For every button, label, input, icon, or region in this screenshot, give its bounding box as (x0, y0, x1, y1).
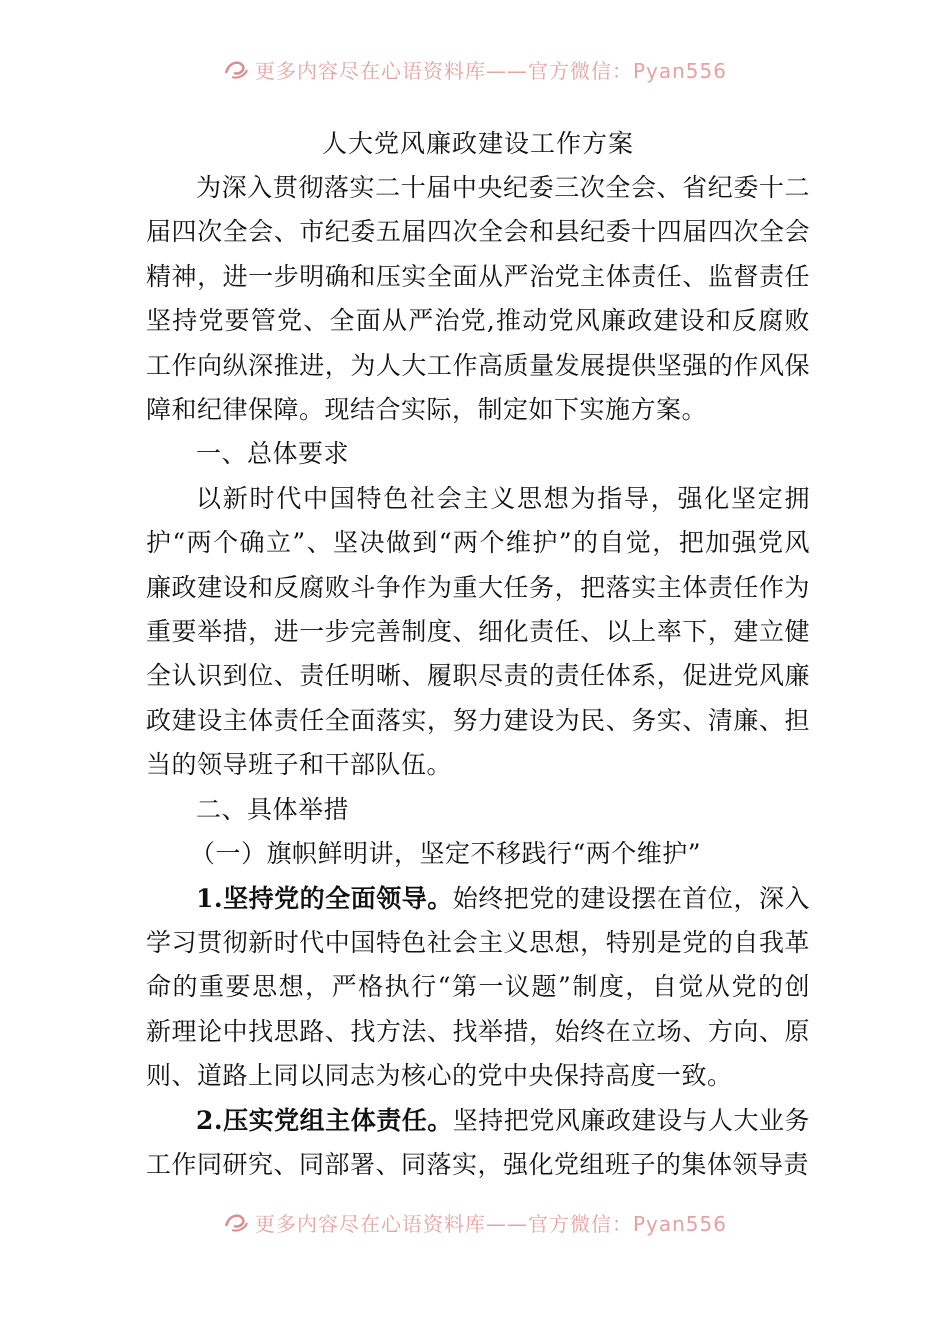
subsection-1-heading: （一）旗帜鲜明讲，坚定不移践行“两个维护” (190, 839, 702, 869)
item-2-text: 坚持把党风廉政建设与人大业务工作同研究、同部署、同落实，强化党组班子的集体领导责 (146, 1105, 810, 1179)
section-2-heading: 二、具体举措 (196, 794, 350, 824)
section-1-paragraph: 以新时代中国特色社会主义思想为指导，强化坚定拥护“两个确立”、坚决做到“两个维护”的自觉，把加强党风廉政建设和反腐败斗争作为重大任务，把落实主体责任作为重要举措，进一步完善制度、细化责任、以上率下，建立健全认识到位、责任明晰、履职尽责的责任体系，促进党风廉政建设主体责任全面落实，努力建设为民、务实、清廉、担当的领导班子和干部队伍。 (146, 483, 810, 780)
logo-icon (223, 58, 249, 80)
watermark-top (0, 54, 950, 84)
intro-paragraph: 为深入贯彻落实二十届中央纪委三次全会、省纪委十二届四次全会、市纪委五届四次全会和县纪委十四届四次全会精神，进一步明确和压实全面从严治党主体责任、监督责任坚持党要管党、全面从严治党,推动党风廉政建设和反腐败工作向纵深推进，为人大工作高质量发展提供坚强的作风保障和纪律保障。现结合实际，制定如下实施方案。 (146, 173, 810, 425)
item-1-text: 始终把党的建设摆在首位，深入学习贯彻新时代中国特色社会主义思想，特别是党的自我革命的重要思想，严格执行“第一议题”制度，自觉从党的创新理论中找思路、找方法、找举措，始终在立场、方向、原则、道路上同以同志为核心的党中央保持高度一致。 (146, 883, 810, 1091)
item-1-paragraph (146, 877, 810, 1099)
watermark-text: 更多内容尽在心语资料库——官方微信：Pyan556 (254, 58, 727, 83)
item-2-paragraph (146, 1099, 810, 1188)
watermark-text: 更多内容尽在心语资料库——官方微信：Pyan556 (254, 1211, 727, 1236)
section-1-heading: 一、总体要求 (196, 439, 350, 469)
watermark-bottom (0, 1207, 950, 1237)
document-title: 人大党风廉政建设工作方案 (321, 129, 634, 158)
logo-icon (223, 1211, 249, 1233)
item-2-lead: 2.压实党组主体责任。 (196, 1105, 453, 1135)
document-body (146, 122, 810, 1187)
item-1-lead: 1.坚持党的全面领导。 (196, 883, 453, 913)
